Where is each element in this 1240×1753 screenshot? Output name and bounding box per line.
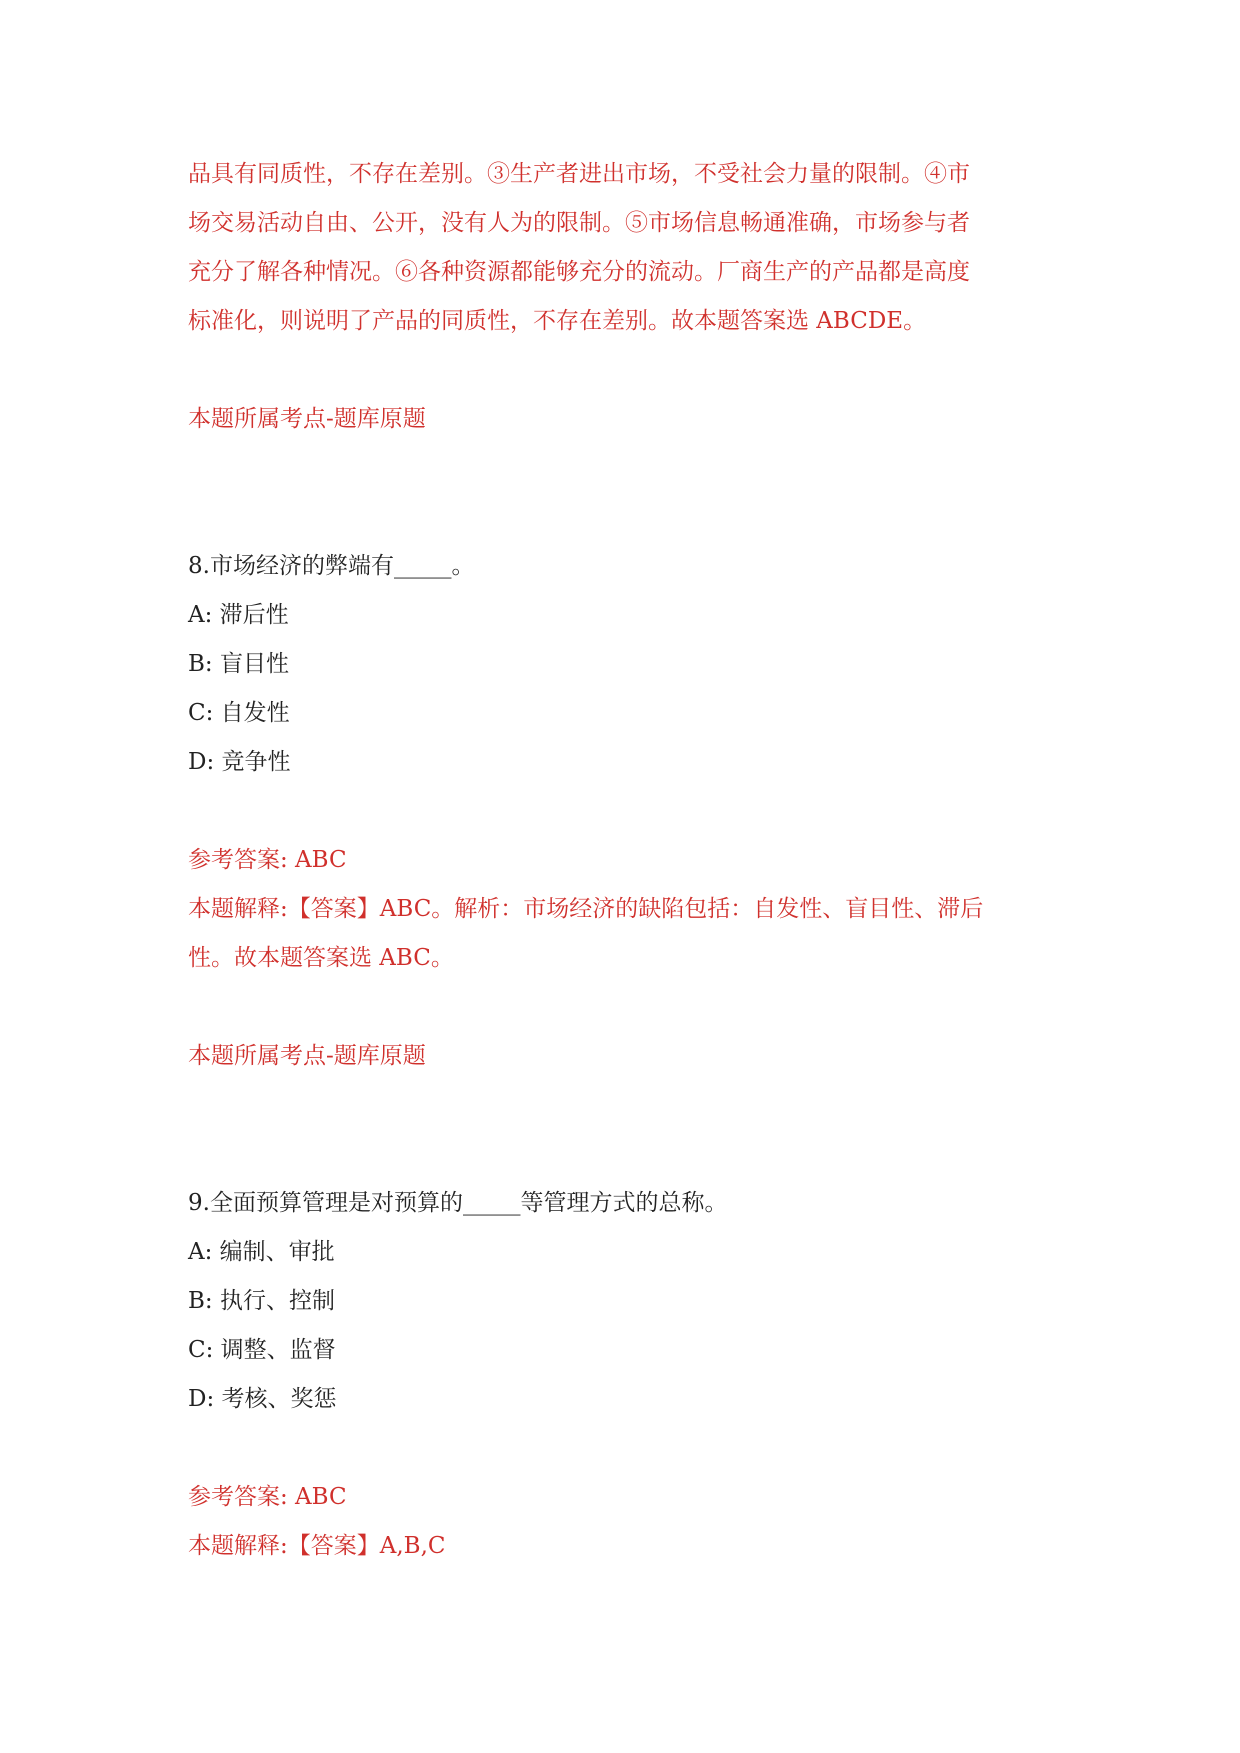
topic-note: 本题所属考点-题库原题 [188, 406, 426, 432]
option-b: B: 盲目性 [188, 651, 289, 677]
question-8 [188, 542, 1048, 1081]
topic-note: 本题所属考点-题库原题 [188, 1043, 426, 1069]
option-b: B: 执行、控制 [188, 1288, 335, 1314]
reference-answer: 参考答案: ABC [188, 847, 347, 873]
previous-explanation [188, 150, 1048, 346]
option-a: A: 滞后性 [188, 602, 289, 628]
question-stem: 8.市场经济的弊端有_____。 [188, 553, 475, 579]
document-body [188, 150, 1048, 1571]
option-c: C: 自发性 [188, 700, 290, 726]
option-d: D: 竞争性 [188, 749, 291, 775]
option-d: D: 考核、奖惩 [188, 1386, 337, 1412]
explanation-line: 本题解释:【答案】ABC。解析：市场经济的缺陷包括：自发性、盲目性、滞后 [188, 896, 984, 922]
option-c: C: 调整、监督 [188, 1337, 336, 1363]
option-a: A: 编制、审批 [188, 1239, 335, 1265]
explanation-line: 标准化，则说明了产品的同质性，不存在差别。故本题答案选 ABCDE。 [188, 308, 927, 334]
explanation-line: 本题解释:【答案】A,B,C [188, 1533, 446, 1559]
reference-answer: 参考答案: ABC [188, 1484, 347, 1510]
explanation-line: 充分了解各种情况。⑥各种资源都能够充分的流动。厂商生产的产品都是高度 [188, 259, 970, 285]
explanation-line: 性。故本题答案选 ABC。 [188, 945, 454, 971]
question-stem: 9.全面预算管理是对预算的_____等管理方式的总称。 [188, 1190, 728, 1216]
explanation-line: 场交易活动自由、公开，没有人为的限制。⑤市场信息畅通准确，市场参与者 [188, 210, 970, 236]
explanation-line: 品具有同质性，不存在差别。③生产者进出市场，不受社会力量的限制。④市 [188, 161, 970, 187]
question-9 [188, 1179, 1048, 1571]
